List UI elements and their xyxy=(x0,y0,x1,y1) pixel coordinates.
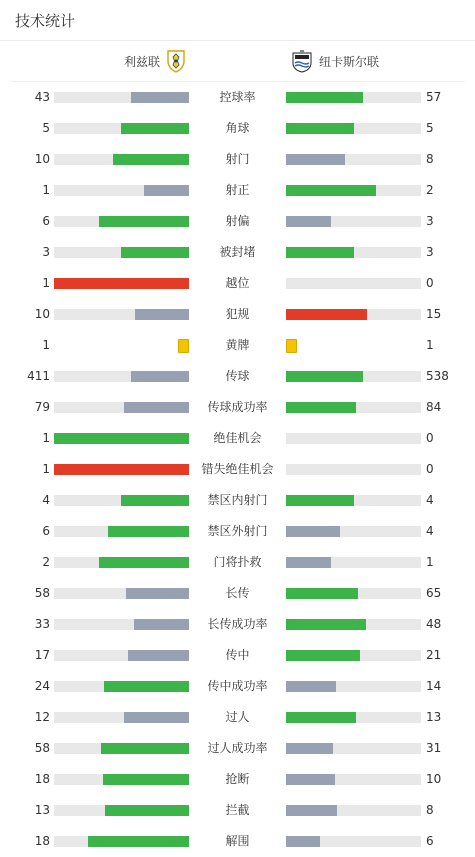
home-bar-track xyxy=(54,154,189,165)
away-value: 5 xyxy=(426,121,434,135)
stat-label: 过人 xyxy=(225,710,250,724)
leeds-badge-icon xyxy=(165,49,187,73)
away-bar-track xyxy=(286,743,421,754)
stat-row xyxy=(0,795,475,826)
home-bar-fill xyxy=(104,681,189,692)
away-bar-track xyxy=(286,464,421,475)
home-bar-fill xyxy=(101,743,189,754)
away-bar-track xyxy=(286,92,421,103)
away-bar-track xyxy=(286,836,421,847)
stat-row xyxy=(0,206,475,237)
home-bar-track xyxy=(54,681,189,692)
away-bar-track xyxy=(286,371,421,382)
home-value: 18 xyxy=(34,772,50,786)
away-bar-fill xyxy=(286,805,337,816)
home-value: 411 xyxy=(27,369,50,383)
stat-label: 传球 xyxy=(225,369,250,383)
stat-label: 禁区外射门 xyxy=(207,524,268,538)
home-bar-track xyxy=(54,557,189,568)
away-bar-fill xyxy=(286,743,333,754)
home-bar-fill xyxy=(135,309,189,320)
stat-label: 错失绝佳机会 xyxy=(201,462,274,476)
away-bar-track xyxy=(286,681,421,692)
away-bar-fill xyxy=(286,650,360,661)
home-bar-fill xyxy=(121,495,189,506)
away-bar-fill xyxy=(286,712,356,723)
away-value: 8 xyxy=(426,152,434,166)
away-value: 4 xyxy=(426,524,434,538)
stat-label: 传球成功率 xyxy=(207,400,268,414)
home-bar-fill xyxy=(124,712,189,723)
home-bar-fill xyxy=(144,185,189,196)
home-value: 6 xyxy=(42,214,50,228)
stat-label: 角球 xyxy=(225,121,250,135)
stat-label: 越位 xyxy=(225,276,250,290)
away-value: 10 xyxy=(426,772,442,786)
away-bar-fill xyxy=(286,185,376,196)
away-bar-fill xyxy=(286,681,336,692)
away-value: 0 xyxy=(426,431,434,445)
away-value: 65 xyxy=(426,586,442,600)
stat-label: 犯规 xyxy=(225,307,250,321)
away-bar-fill xyxy=(286,92,363,103)
stat-label: 门将扑救 xyxy=(213,555,262,569)
away-bar-track xyxy=(286,402,421,413)
stat-label: 射门 xyxy=(225,152,250,166)
stat-row xyxy=(0,113,475,144)
away-bar-fill xyxy=(286,402,356,413)
teams-header xyxy=(10,41,465,82)
stat-row xyxy=(0,640,475,671)
away-bar-track xyxy=(286,278,421,289)
home-bar-track xyxy=(54,526,189,537)
away-value: 2 xyxy=(426,183,434,197)
away-bar-track xyxy=(286,526,421,537)
away-value: 0 xyxy=(426,462,434,476)
away-value: 84 xyxy=(426,400,442,414)
home-bar-fill xyxy=(124,402,189,413)
home-bar-track xyxy=(54,247,189,258)
home-bar-fill xyxy=(113,154,189,165)
home-bar-fill xyxy=(131,92,189,103)
home-value: 1 xyxy=(42,276,50,290)
away-team[interactable] xyxy=(290,41,379,81)
stat-label: 长传 xyxy=(225,586,250,600)
home-value: 18 xyxy=(34,834,50,848)
home-value: 58 xyxy=(34,586,50,600)
stat-row xyxy=(0,485,475,516)
stat-row xyxy=(0,299,475,330)
stat-row xyxy=(0,423,475,454)
page-title: 技术统计 xyxy=(15,11,76,30)
away-value: 3 xyxy=(426,214,434,228)
home-bar-fill xyxy=(54,278,189,289)
away-bar-fill xyxy=(286,216,331,227)
away-bar-track xyxy=(286,774,421,785)
away-bar-track xyxy=(286,433,421,444)
away-value: 8 xyxy=(426,803,434,817)
newcastle-badge-icon xyxy=(290,49,314,73)
away-bar-track xyxy=(286,154,421,165)
away-value: 21 xyxy=(426,648,442,662)
home-bar-fill xyxy=(131,371,189,382)
home-bar-track xyxy=(54,402,189,413)
away-bar-fill xyxy=(286,309,367,320)
page-header xyxy=(0,0,475,41)
stat-label: 传中成功率 xyxy=(207,679,268,693)
stats-list xyxy=(0,82,475,857)
away-bar-track xyxy=(286,557,421,568)
home-bar-track xyxy=(54,278,189,289)
home-bar-fill xyxy=(121,247,189,258)
home-bar-track xyxy=(54,805,189,816)
home-value: 43 xyxy=(34,90,50,104)
stat-row xyxy=(0,330,475,361)
home-bar-fill xyxy=(128,650,189,661)
away-bar-track xyxy=(286,805,421,816)
home-bar-track xyxy=(54,433,189,444)
away-value: 1 xyxy=(426,338,434,352)
home-value: 58 xyxy=(34,741,50,755)
stat-label: 传中 xyxy=(225,648,250,662)
stat-label: 过人成功率 xyxy=(207,741,268,755)
home-bar-fill xyxy=(108,526,189,537)
away-yellow-card-icon xyxy=(286,339,297,353)
away-value: 538 xyxy=(426,369,449,383)
away-value: 3 xyxy=(426,245,434,259)
away-bar-track xyxy=(286,216,421,227)
away-team-name: 纽卡斯尔联 xyxy=(319,54,380,69)
home-bar-track xyxy=(54,836,189,847)
home-bar-track xyxy=(54,92,189,103)
home-value: 10 xyxy=(34,152,50,166)
away-value: 31 xyxy=(426,741,442,755)
home-value: 13 xyxy=(34,803,50,817)
home-bar-fill xyxy=(103,774,189,785)
away-bar-fill xyxy=(286,371,363,382)
home-bar-fill xyxy=(54,464,189,475)
away-bar-fill xyxy=(286,495,354,506)
away-bar-track xyxy=(286,309,421,320)
stat-row xyxy=(0,392,475,423)
home-value: 33 xyxy=(34,617,50,631)
stat-row xyxy=(0,578,475,609)
stat-row xyxy=(0,764,475,795)
away-bar-fill xyxy=(286,619,366,630)
home-value: 17 xyxy=(34,648,50,662)
home-yellow-card-icon xyxy=(178,339,189,353)
home-value: 1 xyxy=(42,431,50,445)
away-bar-track xyxy=(286,650,421,661)
stat-row xyxy=(0,516,475,547)
home-bar-track xyxy=(54,216,189,227)
away-bar-track xyxy=(286,712,421,723)
home-bar-fill xyxy=(121,123,189,134)
home-bar-track xyxy=(54,588,189,599)
home-value: 12 xyxy=(34,710,50,724)
stat-label: 长传成功率 xyxy=(207,617,268,631)
home-bar-fill xyxy=(54,433,189,444)
home-bar-track xyxy=(54,464,189,475)
away-bar-fill xyxy=(286,557,331,568)
home-bar-track xyxy=(54,371,189,382)
home-value: 4 xyxy=(42,493,50,507)
home-value: 1 xyxy=(42,462,50,476)
home-value: 6 xyxy=(42,524,50,538)
away-bar-track xyxy=(286,123,421,134)
home-value: 10 xyxy=(34,307,50,321)
stat-label: 禁区内射门 xyxy=(207,493,268,507)
away-bar-track xyxy=(286,619,421,630)
stat-label: 被封堵 xyxy=(219,245,256,259)
away-value: 1 xyxy=(426,555,434,569)
home-bar-track xyxy=(54,743,189,754)
home-team-name: 利兹联 xyxy=(124,54,161,69)
home-value: 2 xyxy=(42,555,50,569)
home-bar-fill xyxy=(99,216,189,227)
away-value: 57 xyxy=(426,90,442,104)
home-bar-track xyxy=(54,309,189,320)
stat-label: 射偏 xyxy=(225,214,250,228)
home-value: 24 xyxy=(34,679,50,693)
home-bar-track xyxy=(54,774,189,785)
stat-row xyxy=(0,454,475,485)
stat-row xyxy=(0,82,475,113)
stat-row xyxy=(0,268,475,299)
away-value: 15 xyxy=(426,307,442,321)
stat-label: 控球率 xyxy=(219,90,256,104)
away-bar-fill xyxy=(286,774,335,785)
away-value: 0 xyxy=(426,276,434,290)
away-value: 4 xyxy=(426,493,434,507)
stat-row xyxy=(0,609,475,640)
home-bar-fill xyxy=(99,557,189,568)
home-value: 1 xyxy=(42,183,50,197)
stat-label: 抢断 xyxy=(225,772,250,786)
away-bar-fill xyxy=(286,836,320,847)
away-bar-track xyxy=(286,247,421,258)
home-bar-track xyxy=(54,185,189,196)
stat-row xyxy=(0,175,475,206)
stat-row xyxy=(0,702,475,733)
away-value: 6 xyxy=(426,834,434,848)
stat-label: 解围 xyxy=(225,834,250,848)
home-bar-fill xyxy=(105,805,189,816)
away-value: 48 xyxy=(426,617,442,631)
away-value: 14 xyxy=(426,679,442,693)
stat-row xyxy=(0,361,475,392)
home-bar-track xyxy=(54,712,189,723)
home-value: 79 xyxy=(34,400,50,414)
away-bar-fill xyxy=(286,123,354,134)
stat-label: 绝佳机会 xyxy=(213,431,262,445)
stat-label: 拦截 xyxy=(225,803,250,817)
home-bar-track xyxy=(54,650,189,661)
away-bar-fill xyxy=(286,154,345,165)
away-bar-fill xyxy=(286,588,358,599)
away-bar-fill xyxy=(286,247,354,258)
stat-row xyxy=(0,671,475,702)
home-value: 3 xyxy=(42,245,50,259)
stat-row xyxy=(0,826,475,857)
home-bar-track xyxy=(54,619,189,630)
home-value: 5 xyxy=(42,121,50,135)
away-bar-track xyxy=(286,185,421,196)
stat-label: 黄牌 xyxy=(225,338,250,352)
away-value: 13 xyxy=(426,710,442,724)
away-bar-track xyxy=(286,588,421,599)
stat-row xyxy=(0,733,475,764)
stat-row xyxy=(0,237,475,268)
home-team[interactable] xyxy=(124,41,187,81)
home-bar-track xyxy=(54,123,189,134)
home-bar-track xyxy=(54,495,189,506)
stat-row xyxy=(0,144,475,175)
stat-label: 射正 xyxy=(225,183,250,197)
home-bar-fill xyxy=(126,588,189,599)
away-bar-track xyxy=(286,495,421,506)
home-bar-fill xyxy=(88,836,189,847)
home-value: 1 xyxy=(42,338,50,352)
stat-row xyxy=(0,547,475,578)
away-bar-fill xyxy=(286,526,340,537)
home-bar-fill xyxy=(134,619,189,630)
